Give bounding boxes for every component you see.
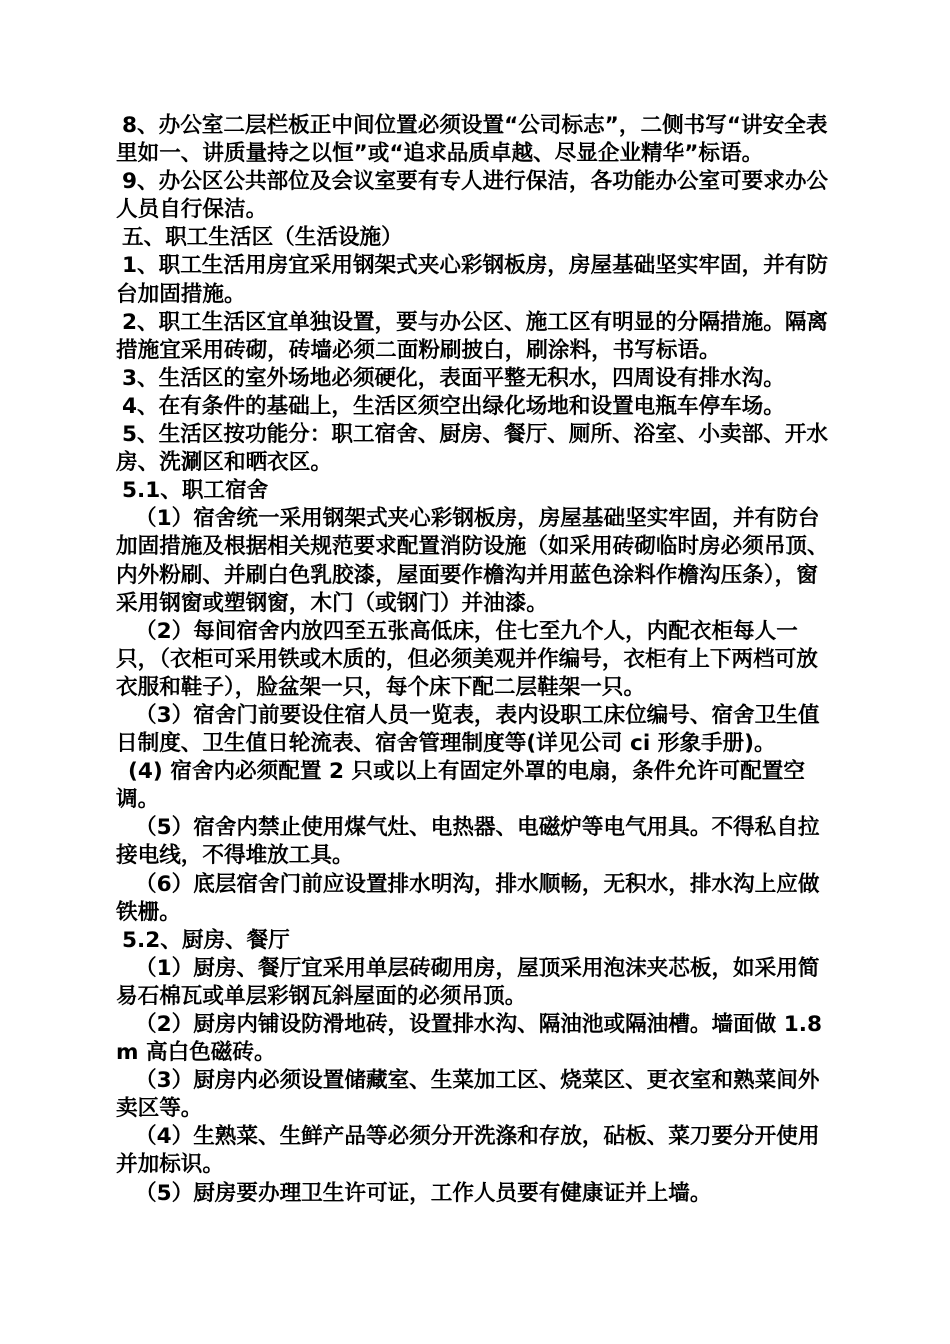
paragraph-dorm-1: （1）宿舍统一采用钢架式夹心彩钢板房，房屋基础坚实牢固，并有防台加固措施及根据相关规范要求配置消防设施（如采用砖砌临时房必须吊顶、内外粉刷、并刷白色乳胶漆，屋面要作檐沟并用蓝色涂料作檐沟压条），窗采用钢窗或塑钢窗，木门（或钢门）并油漆。: [116, 506, 829, 616]
section-heading-5: 五、职工生活区（生活设施）: [122, 225, 403, 251]
paragraph-living-2: 2、职工生活区宜单独设置，要与办公区、施工区有明显的分隔措施。隔离措施宜采用砖砌，砖墙必须二面粉刷披白，刷涂料，书写标语。: [116, 309, 829, 363]
paragraph-item-8: 8、办公室二层栏板正中间位置必须设置“公司标志”，二侧书写“讲安全表里如一、讲质量持之以恒”或“追求品质卓越、尽显企业精华”标语。: [116, 113, 828, 167]
paragraph-kitchen-1: （1）厨房、餐厅宜采用单层砖砌用房，屋顶采用泡沫夹芯板，如采用简易石棉瓦或单层彩钢瓦斜屋面的必须吊顶。: [116, 955, 820, 1009]
paragraph-dorm-5: （5）宿舍内禁止使用煤气灶、电热器、电磁炉等电气用具。不得私自拉接电线，不得堆放工具。: [116, 815, 820, 869]
paragraph-kitchen-3: （3）厨房内必须设置储藏室、生菜加工区、烧菜区、更衣室和熟菜间外卖区等。: [116, 1068, 820, 1122]
paragraph-dorm-4: (4) 宿舍内必须配置 2 只或以上有固定外罩的电扇，条件允许可配置空调。: [116, 759, 805, 813]
subsection-heading-5-2: 5.2、厨房、餐厅: [122, 927, 290, 953]
paragraph-kitchen-2: （2）厨房内铺设防滑地砖，设置排水沟、隔油池或隔油槽。墙面做 1.8m 高白色磁砖。: [116, 1012, 823, 1066]
paragraph-living-5: 5、生活区按功能分：职工宿舍、厨房、餐厅、厕所、浴室、小卖部、开水房、洗涮区和晒衣区。: [116, 422, 829, 476]
paragraph-dorm-2: （2）每间宿舍内放四至五张高低床，住七至九个人，内配衣柜每人一只，（衣柜可采用铁或木质的，但必须美观并作编号，衣柜有上下两档可放衣服和鞋子），脸盆架一只，每个床下配二层鞋架一只。: [116, 618, 818, 700]
paragraph-kitchen-4: （4）生熟菜、生鲜产品等必须分开洗涤和存放，砧板、菜刀要分开使用并加标识。: [116, 1124, 820, 1178]
paragraph-dorm-6: （6）底层宿舍门前应设置排水明沟，排水顺畅，无积水，排水沟上应做铁栅。: [116, 871, 820, 925]
paragraph-dorm-3: （3）宿舍门前要设住宿人员一览表，表内设职工床位编号、宿舍卫生值日制度、卫生值日轮流表、宿舍管理制度等(详见公司 ci 形象手册)。: [116, 702, 820, 757]
paragraph-living-3: 3、生活区的室外场地必须硬化，表面平整无积水，四周设有排水沟。: [122, 365, 785, 391]
subsection-heading-5-1: 5.1、职工宿舍: [122, 478, 269, 504]
document-page: [116, 112, 838, 1208]
paragraph-kitchen-5: （5）厨房要办理卫生许可证，工作人员要有健康证并上墙。: [135, 1180, 712, 1206]
paragraph-item-9: 9、办公区公共部位及会议室要有专人进行保洁，各功能办公室可要求办公人员自行保洁。: [116, 169, 829, 223]
paragraph-living-4: 4、在有条件的基础上，生活区须空出绿化场地和设置电瓶车停车场。: [122, 393, 785, 419]
paragraph-living-1: 1、职工生活用房宜采用钢架式夹心彩钢板房，房屋基础坚实牢固，并有防台加固措施。: [116, 253, 829, 307]
